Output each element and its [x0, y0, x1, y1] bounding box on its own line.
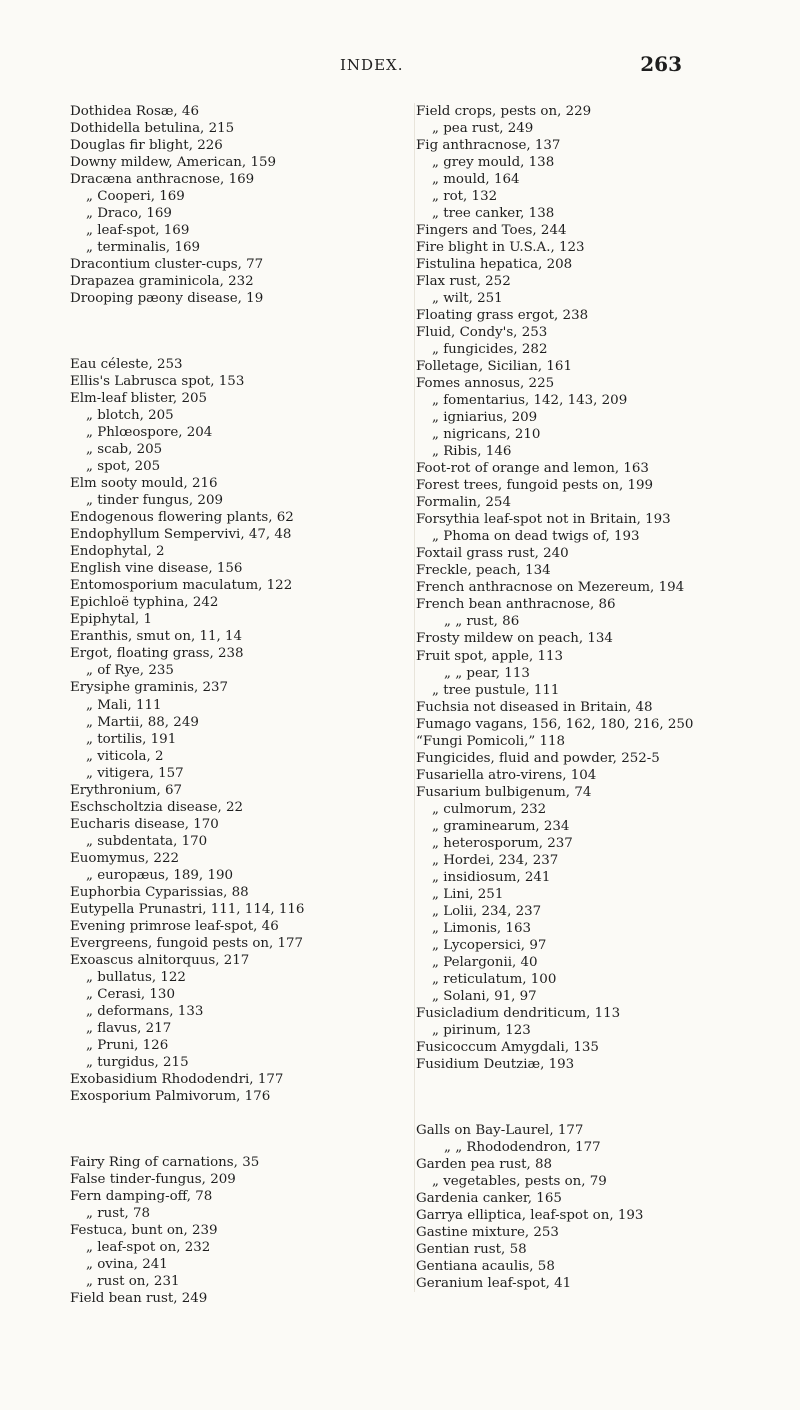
index-entry: Eschscholtzia disease, 22 — [70, 799, 244, 815]
index-entry: „ fomentarius, 142, 143, 209 — [432, 393, 628, 409]
index-entry: Fusarium bulbigenum, 74 — [416, 784, 592, 800]
index-entry: Flax rust, 252 — [416, 274, 511, 290]
index-entry: Fomes annosus, 225 — [416, 376, 555, 392]
index-entry: Exosporium Palmivorum, 176 — [70, 1088, 271, 1104]
index-entry: Euomymus, 222 — [70, 850, 179, 866]
index-entry: Garrya elliptica, leaf-spot on, 193 — [416, 1207, 644, 1223]
index-entry: Fluid, Condy's, 253 — [416, 325, 548, 341]
index-entry: Endophytal, 2 — [70, 544, 165, 560]
index-entry: „ rust on, 231 — [86, 1273, 180, 1289]
index-entry: Dothidella betulina, 215 — [70, 121, 235, 137]
index-entry: „ tree canker, 138 — [432, 206, 555, 222]
index-entry: „ Pruni, 126 — [86, 1037, 169, 1053]
index-entry: „ Cerasi, 130 — [86, 986, 175, 1002]
index-entry: Fairy Ring of carnations, 35 — [70, 1154, 260, 1170]
index-entry: False tinder-fungus, 209 — [70, 1171, 236, 1187]
index-entry: „ Phoma on dead twigs of, 193 — [432, 529, 640, 545]
index-entry: Galls on Bay-Laurel, 177 — [416, 1122, 584, 1138]
index-entry: „ Draco, 169 — [86, 206, 172, 222]
index-entry: „ terminalis, 169 — [86, 240, 200, 256]
index-entry: Forest trees, fungoid pests on, 199 — [416, 478, 654, 494]
index-entry: Forsythia leaf-spot not in Britain, 193 — [416, 512, 671, 528]
index-entry: „ leaf-spot on, 232 — [86, 1239, 211, 1255]
index-entry: Fistulina hepatica, 208 — [416, 257, 573, 273]
index-entry: „ tinder fungus, 209 — [86, 493, 223, 509]
index-entry: English vine disease, 156 — [70, 561, 243, 577]
index-entry: Endogenous flowering plants, 62 — [70, 510, 294, 526]
index-entry: Formalin, 254 — [416, 495, 511, 511]
index-entry: Epiphytal, 1 — [70, 612, 153, 628]
index-entry: Festuca, bunt on, 239 — [70, 1222, 218, 1238]
index-entry: „ insidiosum, 241 — [432, 869, 551, 885]
index-entry: „ ovina, 241 — [86, 1256, 168, 1272]
index-entry: „ Pelargonii, 40 — [432, 954, 538, 970]
index-entry: Eutypella Prunastri, 111, 114, 116 — [70, 901, 305, 917]
index-entry: „ Phlœospore, 204 — [86, 425, 213, 441]
index-entry: „ vegetables, pests on, 79 — [432, 1173, 607, 1189]
group-gap — [416, 1073, 756, 1122]
index-entry: Foot-rot of orange and lemon, 163 — [416, 461, 649, 477]
index-entry: „ Limonis, 163 — [432, 920, 531, 936]
index-entry: Frosty mildew on peach, 134 — [416, 631, 613, 647]
index-entry: French anthracnose on Mezereum, 194 — [416, 580, 685, 596]
index-entry: Ellis's Labrusca spot, 153 — [70, 374, 245, 390]
index-entry: Fern damping-off, 78 — [70, 1188, 213, 1204]
index-entry: Euphorbia Cyparissias, 88 — [70, 884, 249, 900]
index-entry: „ nigricans, 210 — [432, 427, 541, 443]
index-entry: „ tortilis, 191 — [86, 731, 177, 747]
index-entry: „ blotch, 205 — [86, 408, 174, 424]
index-entry: „ fungicides, 282 — [432, 342, 548, 358]
index-entry: „ europæus, 189, 190 — [86, 867, 234, 883]
index-entry: „ reticulatum, 100 — [432, 971, 557, 987]
index-entry: Fusicladium dendriticum, 113 — [416, 1005, 621, 1021]
index-entry: Eucharis disease, 170 — [70, 816, 219, 832]
index-entry: Floating grass ergot, 238 — [416, 308, 589, 324]
index-entry: „ of Rye, 235 — [86, 663, 174, 679]
index-entry: „ Hordei, 234, 237 — [432, 852, 559, 868]
index-entry: Dracontium cluster-cups, 77 — [70, 257, 264, 273]
index-entry: Fumago vagans, 156, 162, 180, 216, 250 — [416, 716, 694, 732]
index-entry: „ vitigera, 157 — [86, 765, 184, 781]
group-gap — [70, 307, 390, 356]
index-entry: Fingers and Toes, 244 — [416, 223, 567, 239]
index-entry: „ Lolii, 234, 237 — [432, 903, 542, 919]
index-group-g — [416, 1122, 756, 1292]
index-entry: „ mould, 164 — [432, 172, 520, 188]
index-entry: Freckle, peach, 134 — [416, 563, 551, 579]
page-number: 263 — [640, 52, 682, 76]
index-entry: Gentian rust, 58 — [416, 1242, 527, 1257]
index-entry: „ „ rust, 86 — [444, 614, 520, 630]
index-entry: „ tree pustule, 111 — [432, 682, 560, 698]
index-entry: Fungicides, fluid and powder, 252-5 — [416, 750, 660, 766]
index-entry: Fusariella atro-virens, 104 — [416, 767, 597, 783]
index-entry: Endophyllum Sempervivi, 47, 48 — [70, 527, 292, 543]
index-entry: „ scab, 205 — [86, 442, 163, 458]
index-entry: „ „ pear, 113 — [444, 665, 530, 681]
index-entry: Drapazea graminicola, 232 — [70, 274, 254, 290]
index-entry: Elm sooty mould, 216 — [70, 476, 218, 492]
right-column — [414, 103, 756, 1292]
index-entry: „ Lycopersici, 97 — [432, 937, 547, 953]
index-entry: „ pea rust, 249 — [432, 121, 534, 137]
index-entry: Erysiphe graminis, 237 — [70, 680, 229, 696]
index-entry: „ deformans, 133 — [86, 1003, 204, 1019]
index-entry: Field crops, pests on, 229 — [416, 104, 592, 119]
index-entry: „ Mali, 111 — [86, 697, 162, 713]
index-entry: „ Solani, 91, 97 — [432, 988, 537, 1004]
index-entry: „ heterosporum, 237 — [432, 835, 573, 851]
index-entry: „ leaf-spot, 169 — [86, 223, 190, 239]
index-entry: Erythronium, 67 — [70, 782, 182, 798]
index-entry: „ subdentata, 170 — [86, 833, 208, 849]
index-entry: Evergreens, fungoid pests on, 177 — [70, 935, 304, 951]
index-entry: Exoascus alnitorquus, 217 — [70, 952, 250, 968]
index-entry: Fig anthracnose, 137 — [416, 138, 561, 154]
index-entry: Fusidium Deutziæ, 193 — [416, 1056, 575, 1072]
running-head — [0, 52, 800, 80]
index-entry: Garden pea rust, 88 — [416, 1156, 553, 1172]
index-entry: „ flavus, 217 — [86, 1020, 172, 1036]
index-entry: Eau céleste, 253 — [70, 357, 183, 373]
index-entry: Downy mildew, American, 159 — [70, 155, 277, 171]
index-entry: Gardenia canker, 165 — [416, 1190, 562, 1206]
index-entry: „ Ribis, 146 — [432, 444, 512, 460]
page-title: INDEX. — [340, 56, 404, 74]
index-entry: Fire blight in U.S.A., 123 — [416, 240, 585, 256]
index-entry: Field bean rust, 249 — [70, 1291, 208, 1306]
index-group-d — [70, 103, 390, 307]
index-entry: „ rot, 132 — [432, 189, 498, 205]
left-column — [70, 103, 390, 1307]
index-entry: Dothidea Rosæ, 46 — [70, 104, 199, 119]
index-entry: Entomosporium maculatum, 122 — [70, 578, 293, 594]
index-group-e — [70, 356, 390, 1105]
index-entry: Fuchsia not diseased in Britain, 48 — [416, 699, 653, 715]
index-entry: „ bullatus, 122 — [86, 969, 186, 985]
index-group-f-continued — [416, 103, 756, 1073]
index-entry: French bean anthracnose, 86 — [416, 597, 616, 613]
index-entry: Fruit spot, apple, 113 — [416, 648, 564, 664]
index-entry: Drooping pæony disease, 19 — [70, 291, 264, 307]
index-entry: Ergot, floating grass, 238 — [70, 646, 244, 662]
index-entry: Elm-leaf blister, 205 — [70, 391, 207, 407]
index-entry: „ graminearum, 234 — [432, 818, 570, 834]
index-entry: Foxtail grass rust, 240 — [416, 546, 569, 562]
index-entry: Evening primrose leaf-spot, 46 — [70, 918, 279, 934]
index-entry: „ spot, 205 — [86, 459, 161, 475]
index-entry: Epichloë typhina, 242 — [70, 595, 219, 611]
index-entry: „ culmorum, 232 — [432, 801, 547, 817]
index-group-f — [70, 1154, 390, 1307]
index-entry: „ turgidus, 215 — [86, 1054, 189, 1070]
index-entry: Dracæna anthracnose, 169 — [70, 172, 255, 188]
index-entry: Geranium leaf-spot, 41 — [416, 1276, 572, 1292]
index-entry: „ rust, 78 — [86, 1205, 151, 1221]
index-entry: „ igniarius, 209 — [432, 410, 538, 426]
group-gap — [70, 1105, 390, 1154]
index-entry: “Fungi Pomicoli,” 118 — [416, 733, 566, 749]
index-entry: Folletage, Sicilian, 161 — [416, 359, 572, 375]
index-entry: „ Lini, 251 — [432, 886, 504, 902]
index-entry: Douglas fir blight, 226 — [70, 138, 223, 154]
index-entry: Fusicoccum Amygdali, 135 — [416, 1039, 599, 1055]
index-entry: Gentiana acaulis, 58 — [416, 1259, 555, 1275]
index-entry: „ Martii, 88, 249 — [86, 714, 199, 730]
index-entry: „ Cooperi, 169 — [86, 189, 185, 205]
index-entry: „ grey mould, 138 — [432, 155, 555, 171]
index-entry: Exobasidium Rhododendri, 177 — [70, 1071, 284, 1087]
index-entry: „ pirinum, 123 — [432, 1022, 531, 1038]
index-entry: „ „ Rhododendron, 177 — [444, 1139, 601, 1155]
index-entry: Eranthis, smut on, 11, 14 — [70, 629, 243, 645]
index-entry: „ wilt, 251 — [432, 291, 503, 307]
index-entry: Gastine mixture, 253 — [416, 1224, 559, 1240]
index-entry: „ viticola, 2 — [86, 748, 164, 764]
